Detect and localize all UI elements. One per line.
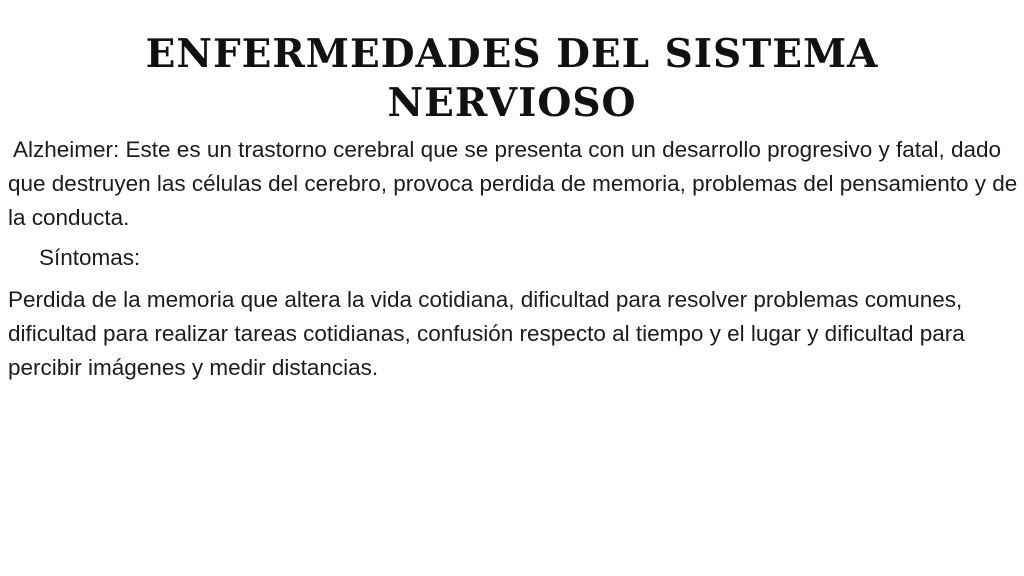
slide-body	[8, 133, 1018, 385]
slide-title-line-1: ENFERMEDADES DEL SISTEMA	[145, 31, 879, 77]
slide-title-line-2: NERVIOSO	[387, 80, 637, 126]
slide-title	[140, 30, 884, 128]
alzheimer-description: Alzheimer: Este es un trastorno cerebral que se presenta con un desarrollo progresivo y fatal, dado que destruyen las células del cerebro, provoca perdida de memoria, problemas del pensamiento y de la conducta.	[8, 137, 1018, 230]
symptoms-heading: Síntomas:	[39, 245, 141, 270]
symptoms-description: Perdida de la memoria que altera la vida cotidiana, dificultad para resolver problemas comunes, dificultad para realizar tareas cotidianas, confusión respecto al tiempo y el lugar y dificultad para percibir imágenes y medir distancias.	[8, 287, 965, 380]
